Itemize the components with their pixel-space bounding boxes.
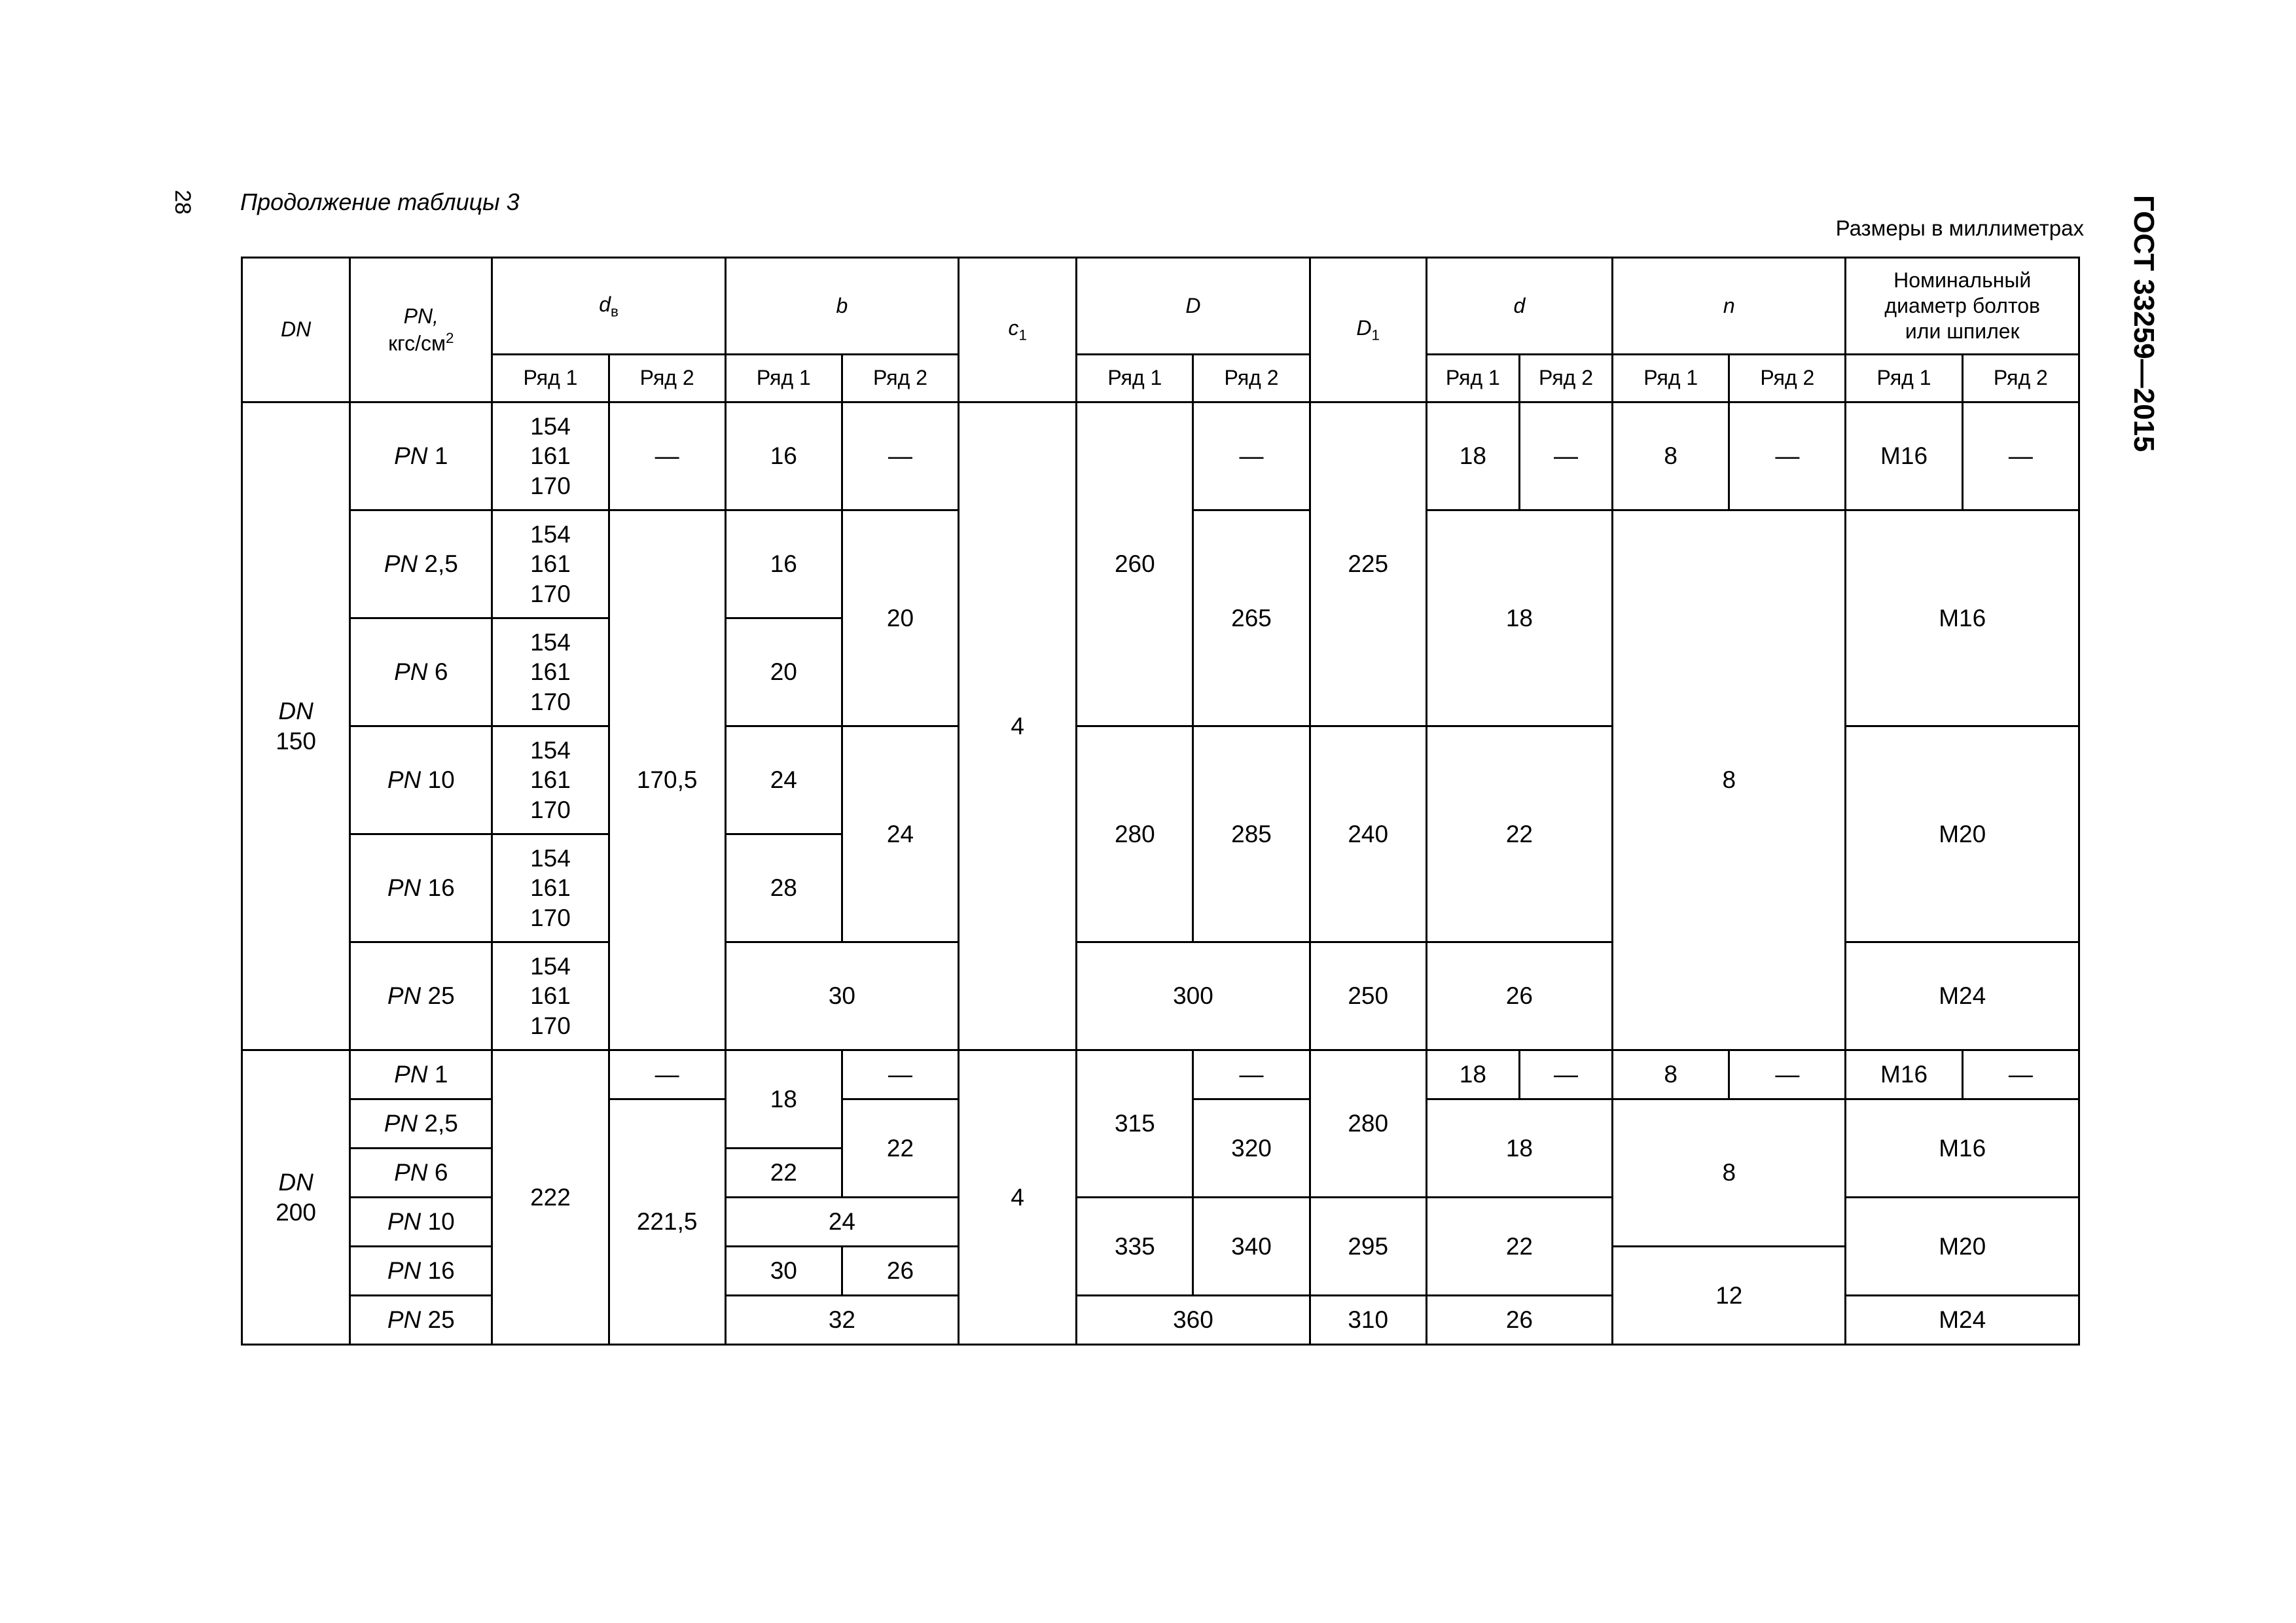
d-cell: 22 bbox=[1426, 726, 1612, 942]
n-cell: 8 bbox=[1613, 510, 1846, 1050]
dv1-cell: 154 161 170 bbox=[492, 618, 609, 726]
subheader-row2: Ряд 2 bbox=[1519, 355, 1612, 402]
pn-cell: PN 16 bbox=[350, 834, 492, 942]
b2-cell: — bbox=[842, 1050, 958, 1099]
dv2-cell: — bbox=[609, 402, 725, 510]
header-d: d bbox=[1426, 258, 1612, 355]
subheader-row1: Ряд 1 bbox=[1077, 355, 1193, 402]
header-D1: $D_1$ bbox=[1310, 258, 1426, 402]
D1-cell: 260 bbox=[1077, 402, 1193, 726]
b-cell: 24 bbox=[725, 1198, 958, 1247]
b1-cell: 16 bbox=[725, 510, 842, 618]
b1-cell: 20 bbox=[725, 618, 842, 726]
n1-cell: 8 bbox=[1613, 402, 1729, 510]
D-cell: 300 bbox=[1077, 942, 1310, 1050]
header-c1: $c_1$ bbox=[959, 258, 1077, 402]
table-row bbox=[242, 402, 2079, 510]
Dd1-cell: 280 bbox=[1310, 1050, 1426, 1198]
D1-cell: 280 bbox=[1077, 726, 1193, 942]
b1-cell: 28 bbox=[725, 834, 842, 942]
dn-cell: DN 200 bbox=[242, 1050, 350, 1345]
page-number: 28 bbox=[170, 190, 195, 215]
subheader-row2: Ряд 2 bbox=[609, 355, 725, 402]
table-row bbox=[242, 1050, 2079, 1099]
subheader-row1: Ряд 1 bbox=[492, 355, 609, 402]
subheader-row1: Ряд 1 bbox=[725, 355, 842, 402]
d-cell: 18 bbox=[1426, 1099, 1612, 1198]
subheader-row bbox=[242, 355, 2079, 402]
pn-cell: PN 2,5 bbox=[350, 510, 492, 618]
header-row bbox=[242, 258, 2079, 355]
Dd1-cell: 225 bbox=[1310, 402, 1426, 726]
pn-cell: PN 2,5 bbox=[350, 1099, 492, 1149]
header-b: b bbox=[725, 258, 958, 355]
pn-cell: PN 6 bbox=[350, 618, 492, 726]
c1-cell: 4 bbox=[959, 402, 1077, 1050]
d-cell: 22 bbox=[1426, 1198, 1612, 1296]
subheader-row1: Ряд 1 bbox=[1613, 355, 1729, 402]
header-D: D bbox=[1077, 258, 1310, 355]
d1-cell: 18 bbox=[1426, 402, 1519, 510]
dv2-cell: — bbox=[609, 1050, 725, 1099]
bolt-cell: M24 bbox=[1846, 1296, 2079, 1345]
dv1-cell: 154 161 170 bbox=[492, 942, 609, 1050]
pn-cell: PN 25 bbox=[350, 942, 492, 1050]
subheader-row2: Ряд 2 bbox=[1962, 355, 2079, 402]
header-pn: PN, кгс/$см^2$ bbox=[350, 258, 492, 402]
pn-cell: PN 1 bbox=[350, 402, 492, 510]
bolt-cell: M20 bbox=[1846, 1198, 2079, 1296]
Dd1-cell: 240 bbox=[1310, 726, 1426, 942]
bolt1-cell: M16 bbox=[1846, 402, 1962, 510]
header-bolt-diameter: Номинальный диаметр болтов или шпилек bbox=[1846, 258, 2079, 355]
d-cell: 18 bbox=[1426, 510, 1612, 726]
D1-cell: 335 bbox=[1077, 1198, 1193, 1296]
bolt2-cell: — bbox=[1962, 1050, 2079, 1099]
b1-cell: 16 bbox=[725, 402, 842, 510]
bolt-cell: M16 bbox=[1846, 1099, 2079, 1198]
bolt-cell: M20 bbox=[1846, 726, 2079, 942]
d2-cell: — bbox=[1519, 402, 1612, 510]
subheader-row1: Ряд 1 bbox=[1426, 355, 1519, 402]
dv1-cell: 154 161 170 bbox=[492, 402, 609, 510]
n-cell: 8 bbox=[1613, 1099, 1846, 1247]
D2-cell: 320 bbox=[1193, 1099, 1310, 1198]
n2-cell: — bbox=[1729, 1050, 1846, 1099]
b1-cell: 30 bbox=[725, 1247, 842, 1296]
D1-cell: 315 bbox=[1077, 1050, 1193, 1198]
dv1-cell: 154 161 170 bbox=[492, 834, 609, 942]
d-cell: 26 bbox=[1426, 942, 1612, 1050]
pn-cell: PN 16 bbox=[350, 1247, 492, 1296]
D2-cell: — bbox=[1193, 402, 1310, 510]
Dd1-cell: 250 bbox=[1310, 942, 1426, 1050]
b2-cell: 20 bbox=[842, 510, 958, 726]
b-cell: 32 bbox=[725, 1296, 958, 1345]
n-cell: 12 bbox=[1613, 1247, 1846, 1345]
b1-cell: 18 bbox=[725, 1050, 842, 1149]
table-caption: Продолжение таблицы 3 bbox=[240, 188, 520, 215]
b1-cell: 24 bbox=[725, 726, 842, 834]
header-dn: DN bbox=[242, 258, 350, 402]
subheader-row1: Ряд 1 bbox=[1846, 355, 1962, 402]
d-cell: 26 bbox=[1426, 1296, 1612, 1345]
b2-cell: 26 bbox=[842, 1247, 958, 1296]
dv1-cell: 154 161 170 bbox=[492, 510, 609, 618]
pn-cell: PN 1 bbox=[350, 1050, 492, 1099]
n1-cell: 8 bbox=[1613, 1050, 1729, 1099]
pn-cell: PN 25 bbox=[350, 1296, 492, 1345]
dv2-cell: 170,5 bbox=[609, 510, 725, 1050]
pn-cell: PN 10 bbox=[350, 726, 492, 834]
n2-cell: — bbox=[1729, 402, 1846, 510]
dv1-cell: 222 bbox=[492, 1050, 609, 1345]
b2-cell: — bbox=[842, 402, 958, 510]
bolt-cell: M16 bbox=[1846, 510, 2079, 726]
subheader-row2: Ряд 2 bbox=[1193, 355, 1310, 402]
Dd1-cell: 295 bbox=[1310, 1198, 1426, 1296]
pn-cell: PN 10 bbox=[350, 1198, 492, 1247]
b2-cell: 22 bbox=[842, 1099, 958, 1198]
header-dv: $d_в$ bbox=[492, 258, 725, 355]
b-cell: 30 bbox=[725, 942, 958, 1050]
D2-cell: 265 bbox=[1193, 510, 1310, 726]
D-cell: 360 bbox=[1077, 1296, 1310, 1345]
Dd1-cell: 310 bbox=[1310, 1296, 1426, 1345]
dv2-cell: 221,5 bbox=[609, 1099, 725, 1345]
pn-cell: PN 6 bbox=[350, 1149, 492, 1198]
D2-cell: 340 bbox=[1193, 1198, 1310, 1296]
bolt-cell: M24 bbox=[1846, 942, 2079, 1050]
standard-title: ГОСТ 33259—2015 bbox=[2128, 195, 2160, 452]
b1-cell: 22 bbox=[725, 1149, 842, 1198]
subheader-row2: Ряд 2 bbox=[1729, 355, 1846, 402]
dn-cell: DN 150 bbox=[242, 402, 350, 1050]
dv1-cell: 154 161 170 bbox=[492, 726, 609, 834]
D2-cell: — bbox=[1193, 1050, 1310, 1099]
units-note: Размеры в миллиметрах bbox=[1835, 216, 2084, 240]
bolt1-cell: M16 bbox=[1846, 1050, 1962, 1099]
c1-cell: 4 bbox=[959, 1050, 1077, 1345]
d1-cell: 18 bbox=[1426, 1050, 1519, 1099]
D2-cell: 285 bbox=[1193, 726, 1310, 942]
b2-cell: 24 bbox=[842, 726, 958, 942]
bolt2-cell: — bbox=[1962, 402, 2079, 510]
header-n: n bbox=[1613, 258, 1846, 355]
flange-dimensions-table bbox=[241, 257, 2080, 1346]
subheader-row2: Ряд 2 bbox=[842, 355, 958, 402]
d2-cell: — bbox=[1519, 1050, 1612, 1099]
